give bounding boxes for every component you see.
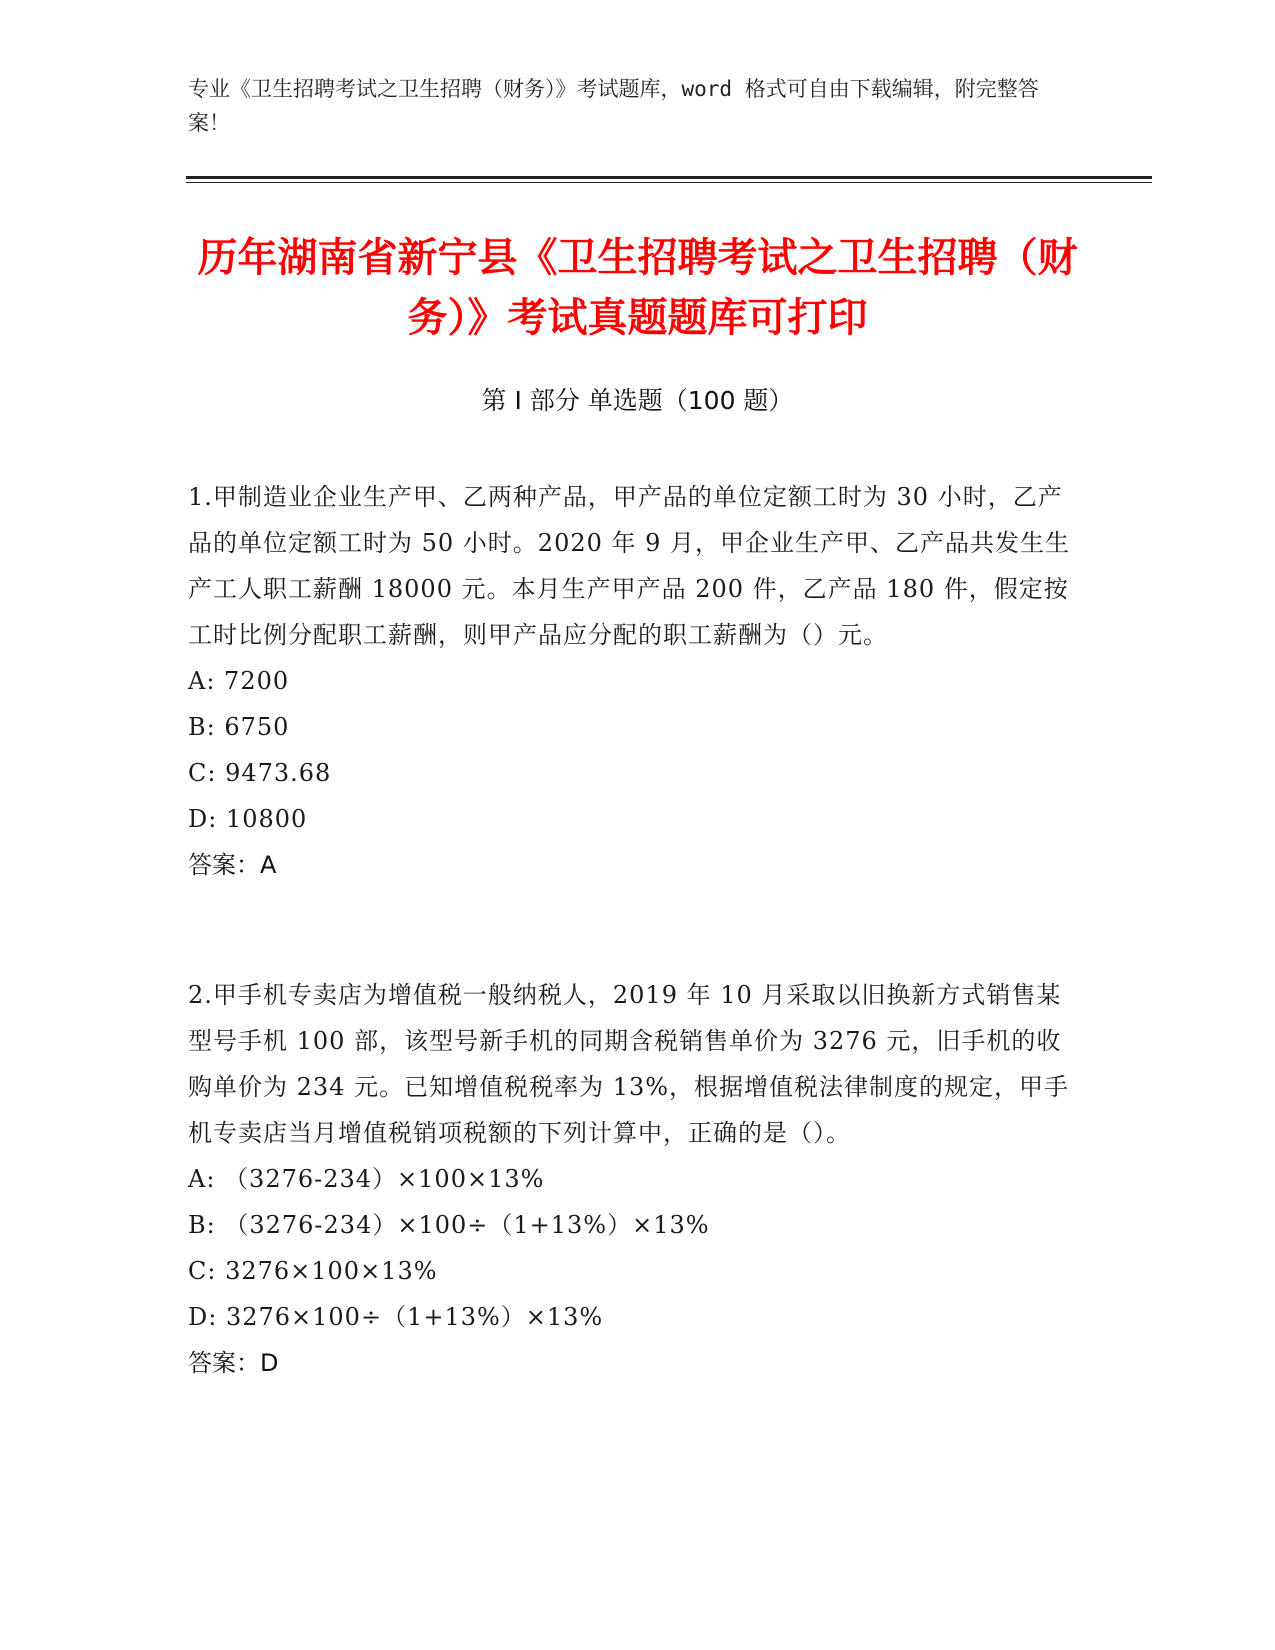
option-b: B: 6750 (188, 713, 290, 741)
header-divider-thick (186, 176, 1152, 179)
question-text: 2.甲手机专卖店为增值税一般纳税人，2019 年 10 月采取以旧换新方式销售某型号手机 100 部，该型号新手机的同期含税销售单价为 3276 元，旧手机的收购单价为 234 元。已知增值税税率为 13%，根据增值税法律制度的规定，甲手机专卖店当月增值税销项税额的下列计算中，正确的是（）。 (188, 981, 1070, 1147)
option-a: A: （3276-234）×100×13% (188, 1165, 545, 1193)
section-heading: 第 I 部分 单选题（100 题） (481, 386, 794, 415)
header-divider-thin (186, 182, 1152, 183)
answer-label: 答案：D (188, 1349, 279, 1377)
answer-label: 答案：A (188, 851, 277, 879)
option-d: D: 3276×100÷（1+13%）×13% (188, 1303, 604, 1331)
question-text: 1.甲制造业企业生产甲、乙两种产品，甲产品的单位定额工时为 30 小时，乙产品的单位定额工时为 50 小时。2020 年 9 月，甲企业生产甲、乙产品共发生生产工人职工薪酬 18000 元。本月生产甲产品 200 件，乙产品 180 件，假定按工时比例分配职工薪酬，则甲产品应分配的职工薪酬为（）元。 (188, 483, 1071, 649)
option-a: A: 7200 (188, 667, 290, 695)
header-note: 专业《卫生招聘考试之卫生招聘（财务）》考试题库，word 格式可自由下载编辑，附完整答案！ (188, 77, 1039, 135)
option-c: C: 9473.68 (188, 759, 332, 787)
option-c: C: 3276×100×13% (188, 1257, 438, 1285)
question-block (188, 972, 1078, 1386)
question-block (188, 474, 1078, 888)
document-title: 历年湖南省新宁县《卫生招聘考试之卫生招聘（财务）》考试真题题库可打印 (197, 235, 1078, 341)
option-b: B: （3276-234）×100÷（1+13%）×13% (188, 1211, 710, 1239)
option-d: D: 10800 (188, 805, 308, 833)
